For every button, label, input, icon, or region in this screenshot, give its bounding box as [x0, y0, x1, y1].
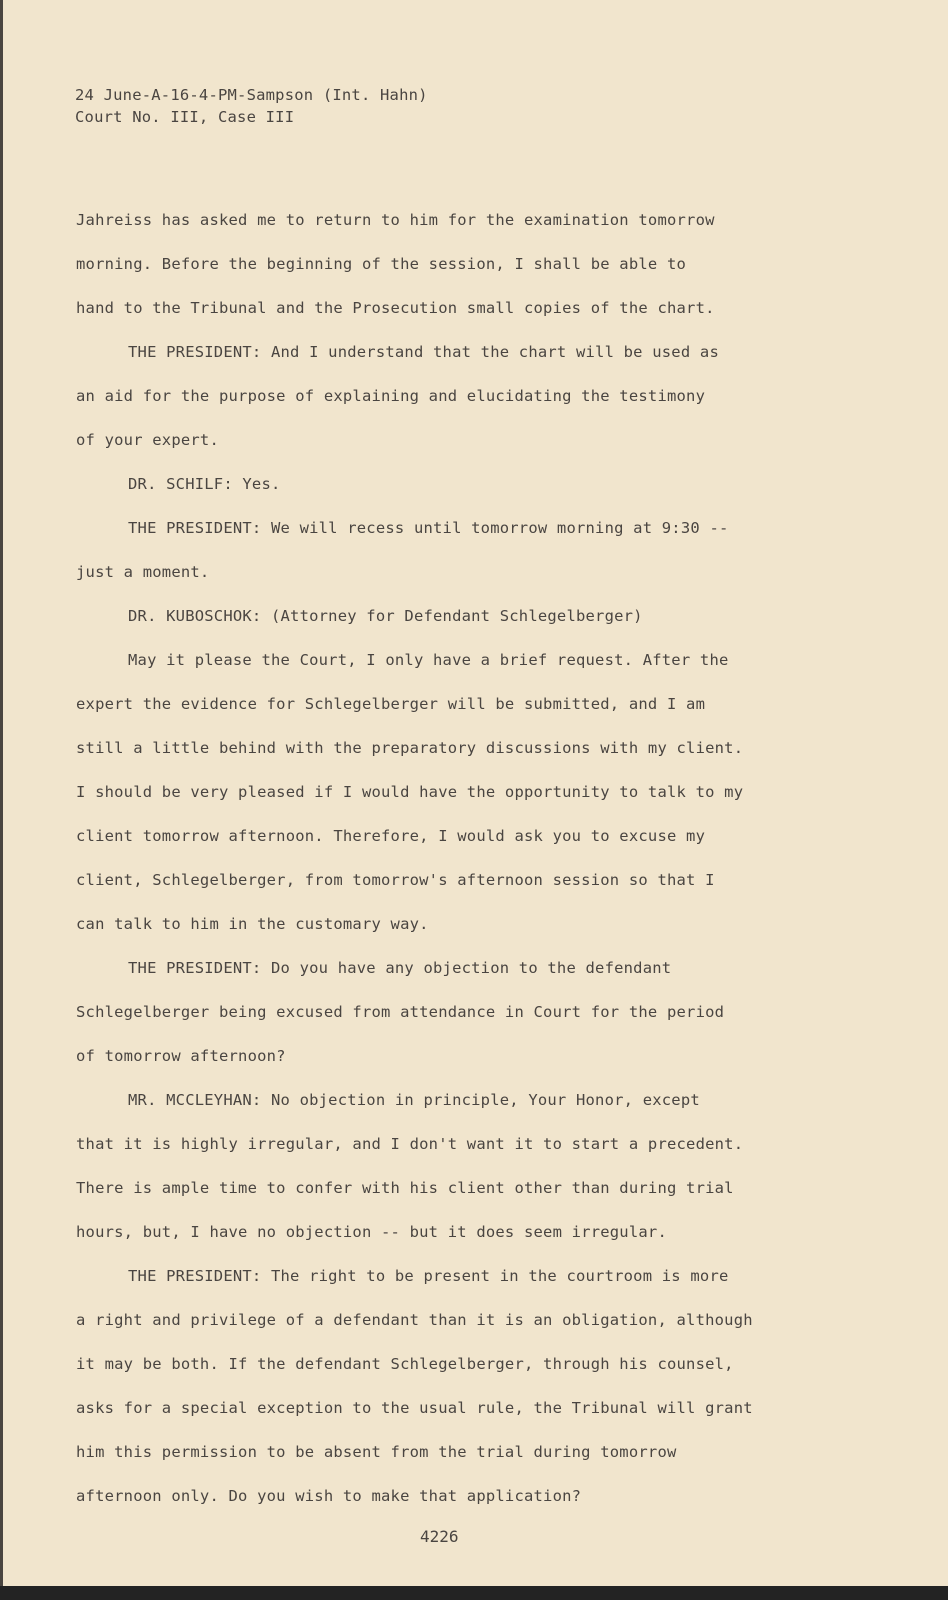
transcript-body — [76, 198, 816, 1518]
scan-bottom-strip — [0, 1586, 948, 1600]
page-left-edge — [0, 0, 3, 1586]
transcript-line: There is ample time to confer with his client other than during trial — [76, 1179, 734, 1197]
transcript-line: client, Schlegelberger, from tomorrow's afternoon session so that I — [76, 871, 715, 889]
transcript-line: him this permission to be absent from the trial during tomorrow — [76, 1443, 677, 1461]
transcript-line: DR. SCHILF: Yes. — [128, 475, 281, 493]
transcript-line: THE PRESIDENT: The right to be present in the courtroom is more — [128, 1267, 729, 1285]
header-line-1: 24 June-A-16-4-PM-Sampson (Int. Hahn) — [75, 86, 428, 104]
transcript-line: a right and privilege of a defendant than it is an obligation, although — [76, 1311, 753, 1329]
transcript-line: afternoon only. Do you wish to make that application? — [76, 1487, 582, 1505]
transcript-line: DR. KUBOSCHOK: (Attorney for Defendant Schlegelberger) — [128, 607, 643, 625]
transcript-line: hand to the Tribunal and the Prosecution small copies of the chart. — [76, 299, 715, 317]
transcript-line: an aid for the purpose of explaining and elucidating the testimony — [76, 387, 706, 405]
transcript-line: just a moment. — [76, 563, 210, 581]
transcript-line: still a little behind with the preparatory discussions with my client. — [76, 739, 744, 757]
transcript-line: hours, but, I have no objection -- but it does seem irregular. — [76, 1223, 667, 1241]
transcript-line: asks for a special exception to the usual rule, the Tribunal will grant — [76, 1399, 753, 1417]
transcript-line: of your expert. — [76, 431, 219, 449]
header-line-2: Court No. III, Case III — [75, 108, 295, 126]
transcript-line: it may be both. If the defendant Schlegelberger, through his counsel, — [76, 1355, 734, 1373]
transcript-line: can talk to him in the customary way. — [76, 915, 429, 933]
transcript-line: expert the evidence for Schlegelberger will be submitted, and I am — [76, 695, 706, 713]
transcript-line: I should be very pleased if I would have the opportunity to talk to my — [76, 783, 744, 801]
transcript-line: May it please the Court, I only have a brief request. After the — [128, 651, 729, 669]
transcript-line: of tomorrow afternoon? — [76, 1047, 286, 1065]
transcript-line: morning. Before the beginning of the session, I shall be able to — [76, 255, 687, 273]
transcript-line: Schlegelberger being excused from attendance in Court for the period — [76, 1003, 725, 1021]
transcript-line: THE PRESIDENT: And I understand that the chart will be used as — [128, 343, 719, 361]
transcript-line: client tomorrow afternoon. Therefore, I would ask you to excuse my — [76, 827, 706, 845]
document-header — [75, 84, 428, 128]
page-number: 4226 — [420, 1527, 459, 1546]
transcript-line: THE PRESIDENT: Do you have any objection to the defendant — [128, 959, 672, 977]
transcript-line: Jahreiss has asked me to return to him for the examination tomorrow — [76, 211, 715, 229]
transcript-line: THE PRESIDENT: We will recess until tomorrow morning at 9:30 -- — [128, 519, 729, 537]
transcript-line: that it is highly irregular, and I don't want it to start a precedent. — [76, 1135, 744, 1153]
transcript-line: MR. MCCLEYHAN: No objection in principle, Your Honor, except — [128, 1091, 700, 1109]
